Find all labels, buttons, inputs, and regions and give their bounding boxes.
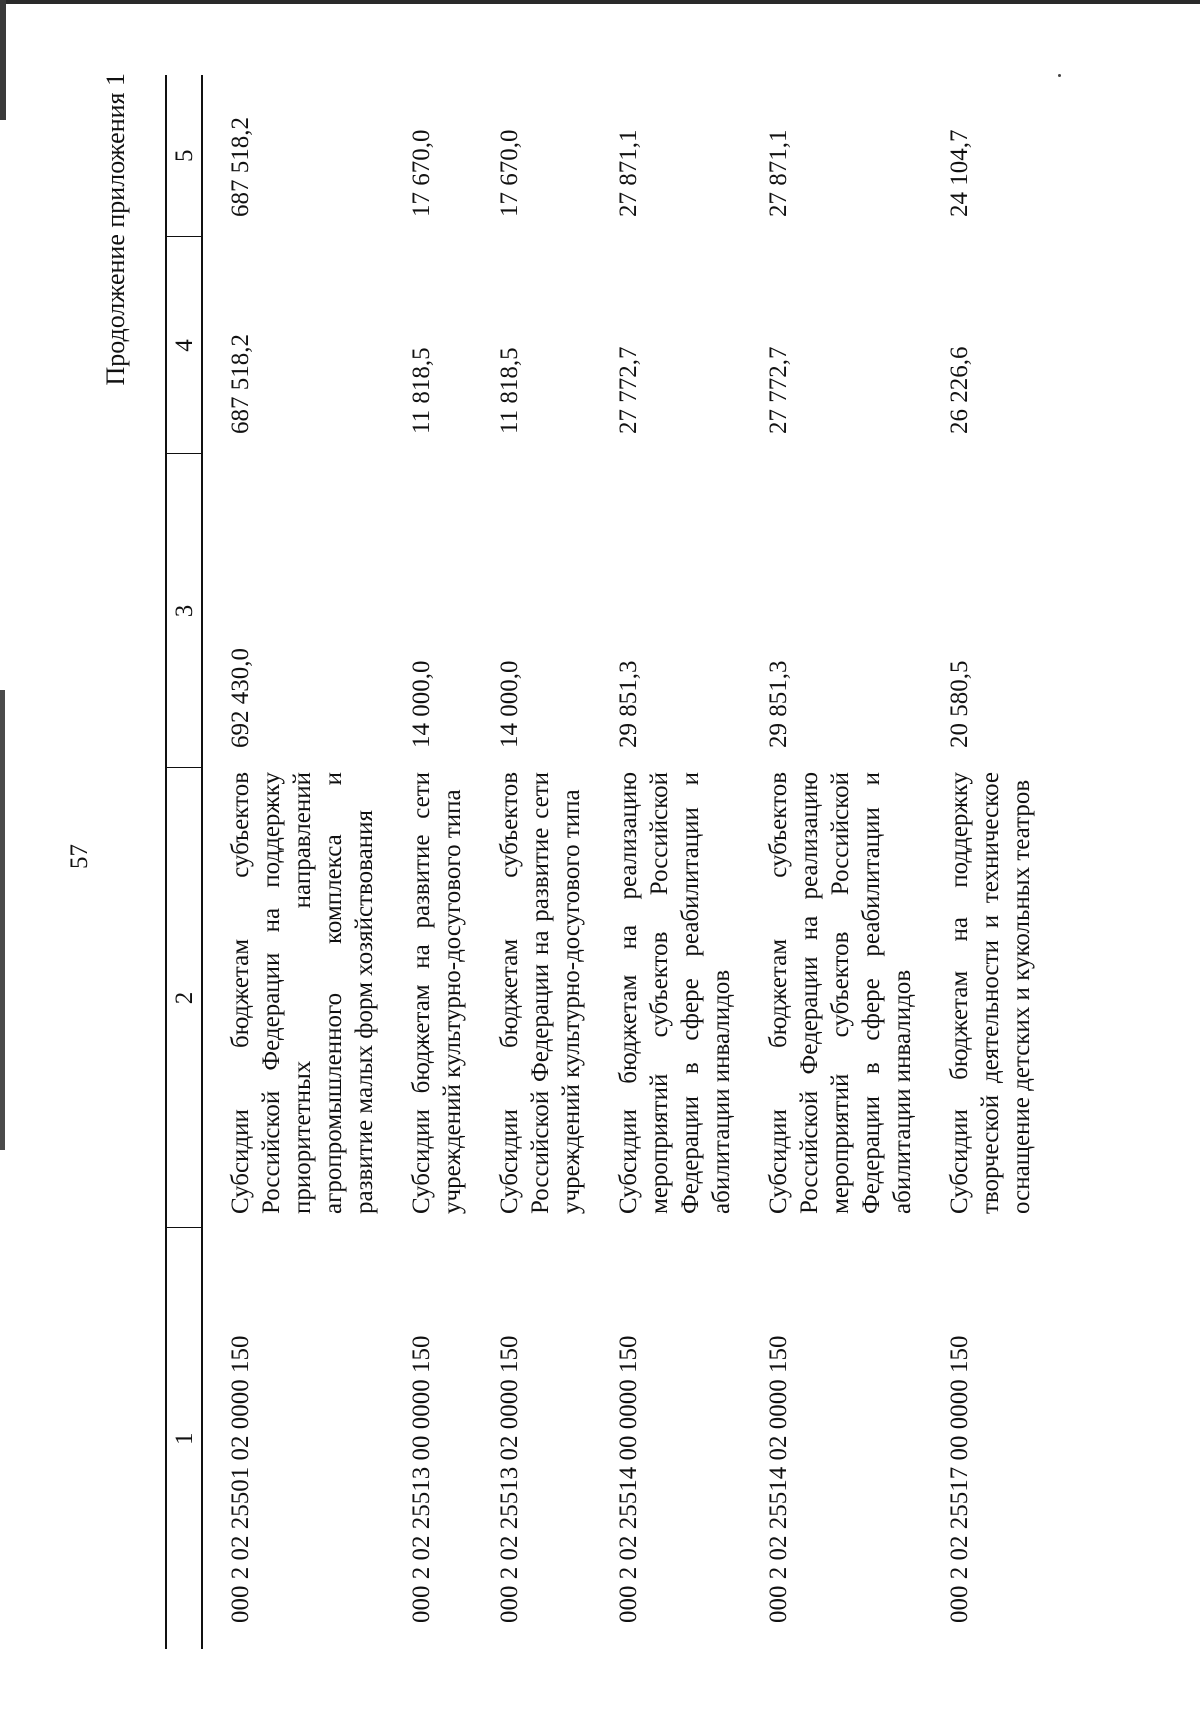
row-description: Субсидии бюджетам на развитие сети учреждений культурно-досугового типа bbox=[408, 772, 466, 1214]
budget-code: 000 2 02 25514 02 0000 150 bbox=[765, 1335, 792, 1623]
amount-col-5: 24 104,7 bbox=[946, 129, 973, 217]
amount-col-3: 14 000,0 bbox=[496, 660, 523, 748]
amount-col-5: 17 670,0 bbox=[496, 129, 523, 217]
table-body bbox=[202, 75, 1063, 1649]
budget-code: 000 2 02 25513 02 0000 150 bbox=[496, 1335, 523, 1623]
header-row bbox=[166, 75, 202, 1649]
table-row bbox=[763, 75, 944, 1649]
continuation-label: Продолжение приложения 1 bbox=[101, 73, 130, 386]
table-row bbox=[202, 75, 406, 1649]
amount-col-4: 11 818,5 bbox=[496, 347, 523, 434]
amount-col-3: 29 851,3 bbox=[765, 660, 792, 748]
row-description: Субсидии бюджетам на поддержку творческой деятельности и техническое оснащение детских и кукольных театров bbox=[946, 772, 1035, 1214]
table-row bbox=[406, 75, 494, 1649]
header-col-3: 3 bbox=[166, 454, 202, 768]
header-col-4: 4 bbox=[166, 237, 202, 454]
amount-col-5: 17 670,0 bbox=[408, 129, 435, 217]
table-row bbox=[944, 75, 1063, 1649]
header-col-2: 2 bbox=[166, 768, 202, 1228]
row-description: Субсидии бюджетам субъектов Российской Федерации на развитие сети учреждений культурно-досугового типа bbox=[496, 772, 585, 1214]
row-description: Субсидии бюджетам субъектов Российской Федерации на реализацию мероприятий субъектов Российской Федерации в сфере реабилитации и абилитации инвалидов bbox=[765, 772, 916, 1214]
amount-col-3: 29 851,3 bbox=[615, 660, 642, 748]
amount-col-5: 687 518,2 bbox=[227, 117, 254, 217]
header-col-5: 5 bbox=[166, 75, 202, 237]
amount-col-4: 26 226,6 bbox=[946, 346, 973, 434]
header-col-1: 1 bbox=[166, 1228, 202, 1649]
amount-col-4: 687 518,2 bbox=[227, 334, 254, 434]
budget-code: 000 2 02 25517 00 0000 150 bbox=[946, 1335, 973, 1623]
amount-col-5: 27 871,1 bbox=[765, 129, 792, 217]
amount-col-3: 20 580,5 bbox=[946, 660, 973, 748]
row-description: Субсидии бюджетам на реализацию мероприятий субъектов Российской Федерации в сфере реабилитации и абилитации инвалидов bbox=[615, 772, 735, 1214]
amount-col-3: 14 000,0 bbox=[408, 660, 435, 748]
table-row bbox=[494, 75, 613, 1649]
budget-code: 000 2 02 25514 00 0000 150 bbox=[615, 1335, 642, 1623]
appendix-table bbox=[165, 75, 1063, 1649]
table-header bbox=[166, 75, 202, 1649]
amount-col-3: 692 430,0 bbox=[227, 648, 254, 748]
budget-code: 000 2 02 25501 02 0000 150 bbox=[227, 1335, 254, 1623]
page-number: 57 bbox=[66, 844, 93, 869]
amount-col-4: 11 818,5 bbox=[408, 347, 435, 434]
budget-code: 000 2 02 25513 00 0000 150 bbox=[408, 1335, 435, 1623]
row-description: Субсидии бюджетам субъектов Российской Федерации на поддержку приоритетных направлений агропромышленного комплекса и развитие малых форм хозяйствования bbox=[227, 772, 378, 1214]
table-row bbox=[613, 75, 763, 1649]
amount-col-4: 27 772,7 bbox=[765, 346, 792, 434]
amount-col-4: 27 772,7 bbox=[615, 346, 642, 434]
amount-col-5: 27 871,1 bbox=[615, 129, 642, 217]
